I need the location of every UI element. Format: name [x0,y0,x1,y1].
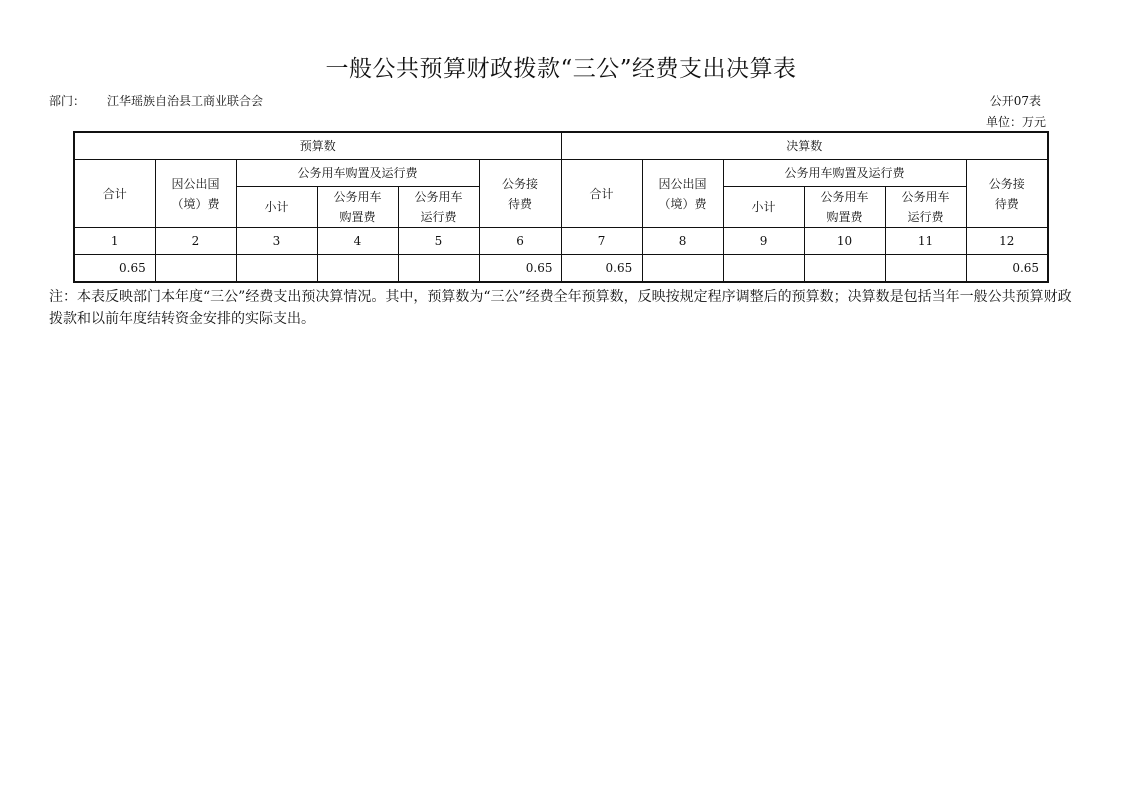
column-number: 5 [398,228,479,255]
table-cell [236,255,317,283]
table-cell [723,255,804,283]
column-number: 6 [479,228,561,255]
footnote: 注：本表反映部门本年度“三公”经费支出预决算情况。其中，预算数为“三公”经费全年预算数，反映按规定程序调整后的预算数；决算数是包括当年一般公共预算财政拨款和以前年度结转资金安排的实际支出。 [49,289,1072,327]
header-reception: 公务接待费 [966,160,1048,228]
header-vehicle-group: 公务用车购置及运行费 [236,160,479,187]
header-total: 合计 [561,160,642,228]
column-number: 10 [804,228,885,255]
table-cell: 0.65 [74,255,155,283]
header-vehicle-operation: 公务用车运行费 [398,187,479,228]
header-abroad: 因公出国（境）费 [642,160,723,228]
column-number: 3 [236,228,317,255]
header-reception: 公务接待费 [479,160,561,228]
column-number: 1 [74,228,155,255]
group-header-budget: 预算数 [74,132,561,160]
table-cell: 0.65 [966,255,1048,283]
column-number: 12 [966,228,1048,255]
unit-label: 单位：万元 [985,115,1046,129]
department-value: 江华瑶族自治县工商业联合会 [107,94,264,108]
group-header-final: 决算数 [561,132,1048,160]
expenditure-table [73,131,1049,283]
column-number: 8 [642,228,723,255]
table-cell [885,255,966,283]
table-cell: 0.65 [479,255,561,283]
header-vehicle-operation: 公务用车运行费 [885,187,966,228]
table-cell [642,255,723,283]
table-cell [155,255,236,283]
header-subtotal: 小计 [236,187,317,228]
column-number: 7 [561,228,642,255]
header-total: 合计 [74,160,155,228]
table-cell: 0.65 [561,255,642,283]
column-number: 2 [155,228,236,255]
column-number: 11 [885,228,966,255]
column-number: 9 [723,228,804,255]
column-number: 4 [317,228,398,255]
form-number: 公开07表 [989,94,1041,108]
header-vehicle-purchase: 公务用车购置费 [804,187,885,228]
page-title: 一般公共预算财政拨款“三公”经费支出决算表 [325,56,797,82]
header-abroad: 因公出国（境）费 [155,160,236,228]
header-subtotal: 小计 [723,187,804,228]
table-cell [317,255,398,283]
table-cell [804,255,885,283]
department-line [49,92,263,109]
table-cell [398,255,479,283]
header-vehicle-purchase: 公务用车购置费 [317,187,398,228]
header-vehicle-group: 公务用车购置及运行费 [723,160,966,187]
department-label: 部门： [49,94,86,108]
